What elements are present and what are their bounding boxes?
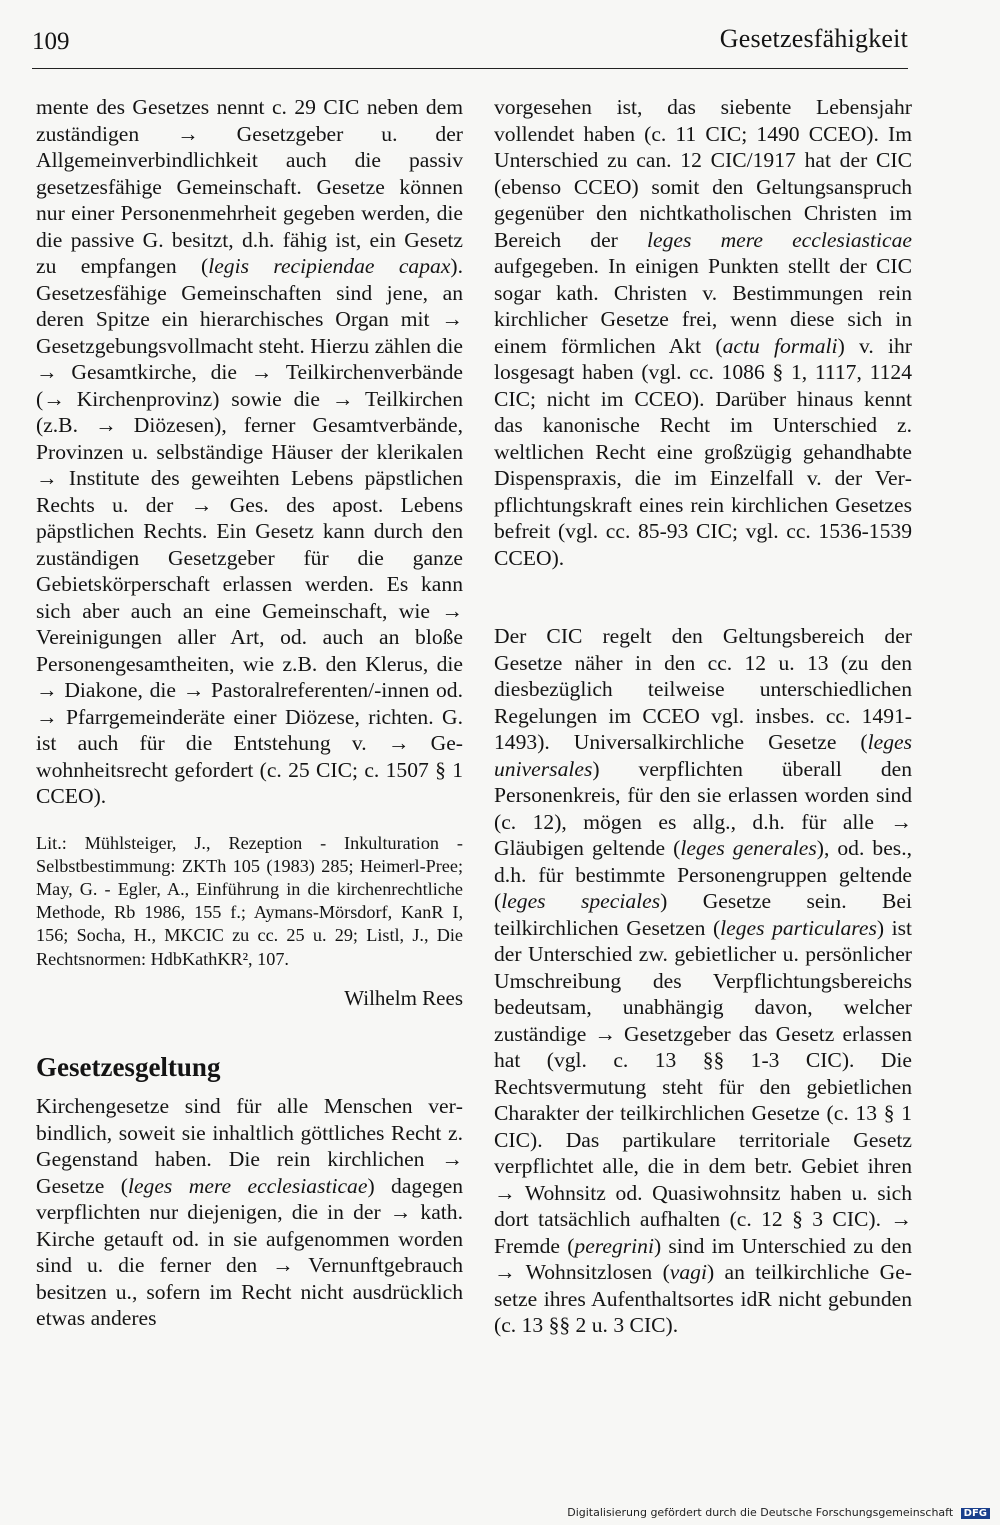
digitization-footer bbox=[567, 1506, 990, 1519]
body-paragraph: vorgesehen ist, das siebente Lebensjahr vollendet haben (c. 11 CIC; 1490 CCEO). Im Unterschied zu can. 12 CIC/1917 hat der CIC (ebenso CCEO) somit den Geltungsanspruch gegenüber den nichtkatholischen Christen im Bereich der leges mere ecclesiasticae aufgegeben. In einigen Punkten stellt der CIC sogar kath. Christen v. Bestimmungen rein kirchlicher Gesetze frei, wenn diese sich in einem förmlichen Akt (actu formali) v. ihr losgesagt haben (vgl. cc. 1086 § 1, 1117, 1124 CIC; nicht im CCEO). Darüber hinaus kennt das kanonische Recht im Unterschied z. weltlichen Recht eine großzügig gehandhabte Dispenspraxis, die im Einzelfall v. der Verpflichtungskraft eines rein kirchlichen Gesetzes befreit (vgl. cc. 85-93 CIC; vgl. cc. 1536-1539 CCEO). bbox=[494, 95, 913, 570]
page-header bbox=[32, 24, 908, 69]
article-heading: Gesetzesgeltung bbox=[36, 1052, 221, 1083]
literature-references: Lit.: Mühlsteiger, J., Rezeption - Inkulturation - Selbstbestimmung: ZKTh 105 (1983) 285; Heimerl-Pree; May, G. - Egler, A., Einführung in die kirchenrechtliche Methode, Rb 1986, 155 f.; Aymans-Mörsdorf, KanR I, 156; Socha, H., MKCIC zu cc. 25 u. 29; Listl, J., Die Rechtsnormen: HdbKathKR², 107. bbox=[36, 832, 463, 969]
body-paragraph: Kirchengesetze sind für alle Menschen verbindlich, soweit sie inhaltlich göttliches Recht z. Gegenstand haben. Die rein kirchlichen → Gesetze (leges mere ecclesiasticae) dagegen verpflichten nur diejenigen, die in der → kath. Kirche getauft od. in sie aufgenommen worden sind u. die ferner den → Vernunftgebrauch besitzen u., sofern im Recht nicht ausdrücklich etwas anderes bbox=[36, 1094, 463, 1331]
article-author: Wilhelm Rees bbox=[344, 985, 463, 1010]
left-column bbox=[36, 94, 463, 1332]
running-head: Gesetzesfähigkeit bbox=[719, 24, 908, 53]
footer-text: Digitalisierung gefördert durch die Deutsche Forschungsgemeinschaft bbox=[567, 1506, 954, 1519]
body-paragraph: mente des Gesetzes nennt c. 29 CIC neben dem zuständigen → Gesetzgeber u. der Allgemeinverbindlichkeit auch die passiv gesetzesfähige Gemeinschaft. Gesetze können nur einer Personenmehrheit gegeben werden, die die passive G. besitzt, d.h. fähig ist, ein Gesetz zu empfangen (legis recipiendae capax). Gesetzesfähige Gemeinschaften sind jene, an deren Spitze ein hierarchisches Organ mit → Gesetzgebungsvollmacht steht. Hierzu zählen die → Gesamtkirche, die → Teilkirchenverbände (→ Kirchenprovinz) sowie die → Teilkirchen (z.B. → Diözesen), ferner Gesamtverbände, Provinzen u. selbständige Häuser der klerikalen → Institute des geweihten Lebens päpstlichen Rechts u. der → Ges. des apost. Lebens päpstlichen Rechts. Ein Gesetz kann durch den zuständigen Gesetzgeber für die ganze Gebietskörperschaft erlassen werden. Es kann sich aber auch an eine Gemeinschaft, wie → Vereinigungen aller Art, od. auch an bloße Personengesamtheiten, wie z.B. den Klerus, die → Diakone, die → Pastoralreferenten/-innen od. → Pfarrgemeinderäte einer Diözese, richten. G. ist auch für die Entstehung v. → Gewohnheitsrecht gefordert (c. 25 CIC; c. 1507 § 1 CCEO). bbox=[36, 95, 463, 808]
paragraph-gap bbox=[494, 571, 912, 623]
right-column bbox=[494, 94, 912, 1339]
dfg-logo: DFG bbox=[961, 1508, 990, 1519]
body-paragraph: Der CIC regelt den Geltungsbereich der Gesetze näher in den cc. 12 u. 13 (zu den diesbezüglich teilweise unterschiedlichen Regelungen im CCEO vgl. insbes. cc. 1491-1493). Universalkirchliche Gesetze (leges universales) verpflichten überall den Personenkreis, für den sie erlassen worden sind (c. 12), mögen es allg., d.h. für alle → Gläubigen geltende (leges generales), od. bes., d.h. für bestimmte Personengruppen geltende (leges speciales) Gesetze sein. Bei teilkirchlichen Gesetzen (leges particulares) ist der Unterschied zw. gebietlicher u. persönlicher Umschreibung des Verpflichtungsbereichs bedeutsam, unabhängig davon, welcher zuständige → Gesetzgeber das Gesetz erlassen hat (vgl. c. 13 §§ 1-3 CIC). Die Rechtsvermutung steht für den gebietlichen Charakter der teilkirchlichen Gesetze (c. 13 § 1 CIC). Das partikulare territoriale Gesetz verpflichtet alle, die in dem betr. Gebiet ihren → Wohnsitz od. Quasiwohnsitz haben u. sich dort tatsächlich aufhalten (c. 12 § 3 CIC). → Fremde (peregrini) sind im Unterschied zu den → Wohnsitzlosen (vagi) an teilkirchliche Gesetze ihres Aufenthaltsortes idR nicht gebunden (c. 13 §§ 2 u. 3 CIC). bbox=[494, 624, 913, 1337]
page-number: 109 bbox=[32, 28, 70, 55]
